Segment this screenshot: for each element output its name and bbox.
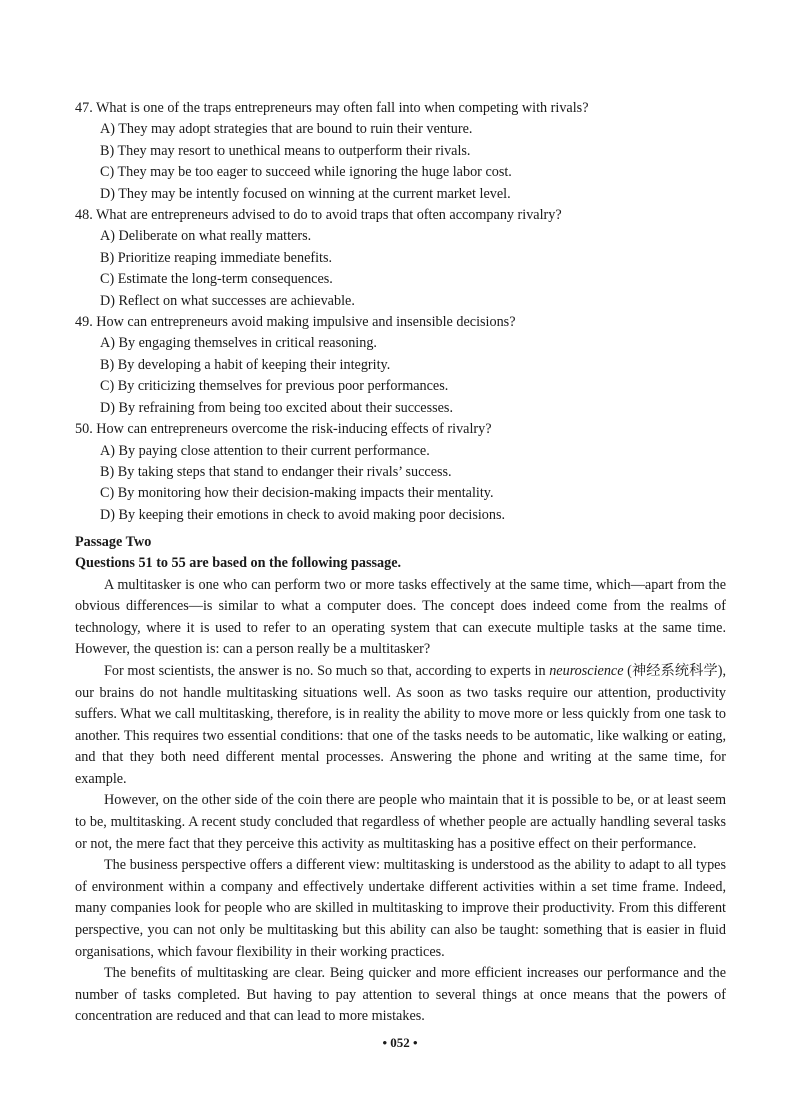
question-stem: 47. What is one of the traps entrepreneurs may often fall into when competing with rivals? [75,100,589,116]
passage-two [75,532,726,1028]
answer-option-c: C) Estimate the long-term consequences. [100,271,333,288]
exam-page [75,98,726,1028]
answer-option-b: B) By developing a habit of keeping their integrity. [100,356,391,373]
passage-paragraph-5: The benefits of multitasking are clear. Being quicker and more efficient increases our performance and the number of tasks completed. But having to pay attention to several things at once means that the powers of concentration are reduced and that can lead to more mistakes. [75,965,726,1025]
page-number: • 052 • [382,1035,418,1050]
passage-paragraph-2 [75,661,726,791]
answer-option-c: C) By monitoring how their decision-making impacts their mentality. [100,485,494,502]
answer-option-c: C) By criticizing themselves for previous poor performances. [100,378,449,395]
question-49 [75,312,726,419]
paragraph-text: For most scientists, the answer is no. So much so that, according to experts in [104,662,550,679]
answer-option-b: B) They may resort to unethical means to outperform their rivals. [100,142,471,159]
question-stem: 48. What are entrepreneurs advised to do to avoid traps that often accompany rivalry? [75,207,562,224]
answer-option-b: B) Prioritize reaping immediate benefits. [100,249,333,266]
answer-option-d: D) Reflect on what successes are achievable. [100,292,355,309]
passage-paragraph-1: A multitasker is one who can perform two or more tasks effectively at the same time, which—apart from the obvious differences—is similar to what a computer does. The concept does indeed come from the realms of technology, where it is used to refer to an operating system that can execute multiple tasks at the same time. However, the question is: can a person really be a multitasker? [75,576,726,658]
answer-option-a: A) They may adopt strategies that are bound to ruin their venture. [100,121,473,138]
answer-option-d: D) They may be intently focused on winning at the current market level. [100,185,511,202]
answer-option-a: A) By engaging themselves in critical reasoning. [100,335,377,352]
question-stem: 49. How can entrepreneurs avoid making impulsive and insensible decisions? [75,314,516,331]
italic-term: neuroscience [549,662,624,679]
passage-paragraph-4: The business perspective offers a different view: multitasking is understood as the ability to adapt to all types of environment within a company and effectively undertake different activities within a set time frame. Indeed, many companies look for people who are skilled in multitasking to improve their productivity. From this different perspective, you can not only be multitasking but this ability can also be taught: something that is easier in fluid organisations, which favour flexibility in their working practices. [75,857,726,960]
answer-option-d: D) By refraining from being too excited about their successes. [100,399,454,416]
answer-option-b: B) By taking steps that stand to endanger their rivals’ success. [100,463,452,480]
answer-option-c: C) They may be too eager to succeed while ignoring the huge labor cost. [100,164,512,181]
paragraph-text: (神经系统科学), our brains do not handle multitasking situations well. As soon as two tasks require our attention, productivity suffers. What we call multitasking, therefore, is in reality the ability to move more or less quickly from one task to another. This requires two essential conditions: that one of the tasks needs to be automatic, like walking or eating, and that they both need different mental processes. Answering the phone and writing at the same time, for example. [75,662,726,787]
question-48 [75,205,726,312]
question-stem: 50. How can entrepreneurs overcome the risk-inducing effects of rivalry? [75,421,492,438]
question-50 [75,419,726,526]
passage-heading: Passage Two [75,534,152,551]
passage-paragraph-3: However, on the other side of the coin there are people who maintain that it is possible to be, or at least seem to be, multitasking. A recent study concluded that regardless of whether people are actually handling several tasks or not, the mere fact that they perceive this activity as multitasking has a positive effect on their performance. [75,792,726,852]
answer-option-a: A) By paying close attention to their current performance. [100,442,430,459]
question-47 [75,98,726,205]
passage-instruction: Questions 51 to 55 are based on the following passage. [75,555,402,572]
answer-option-d: D) By keeping their emotions in check to avoid making poor decisions. [100,506,506,523]
answer-option-a: A) Deliberate on what really matters. [100,228,312,245]
